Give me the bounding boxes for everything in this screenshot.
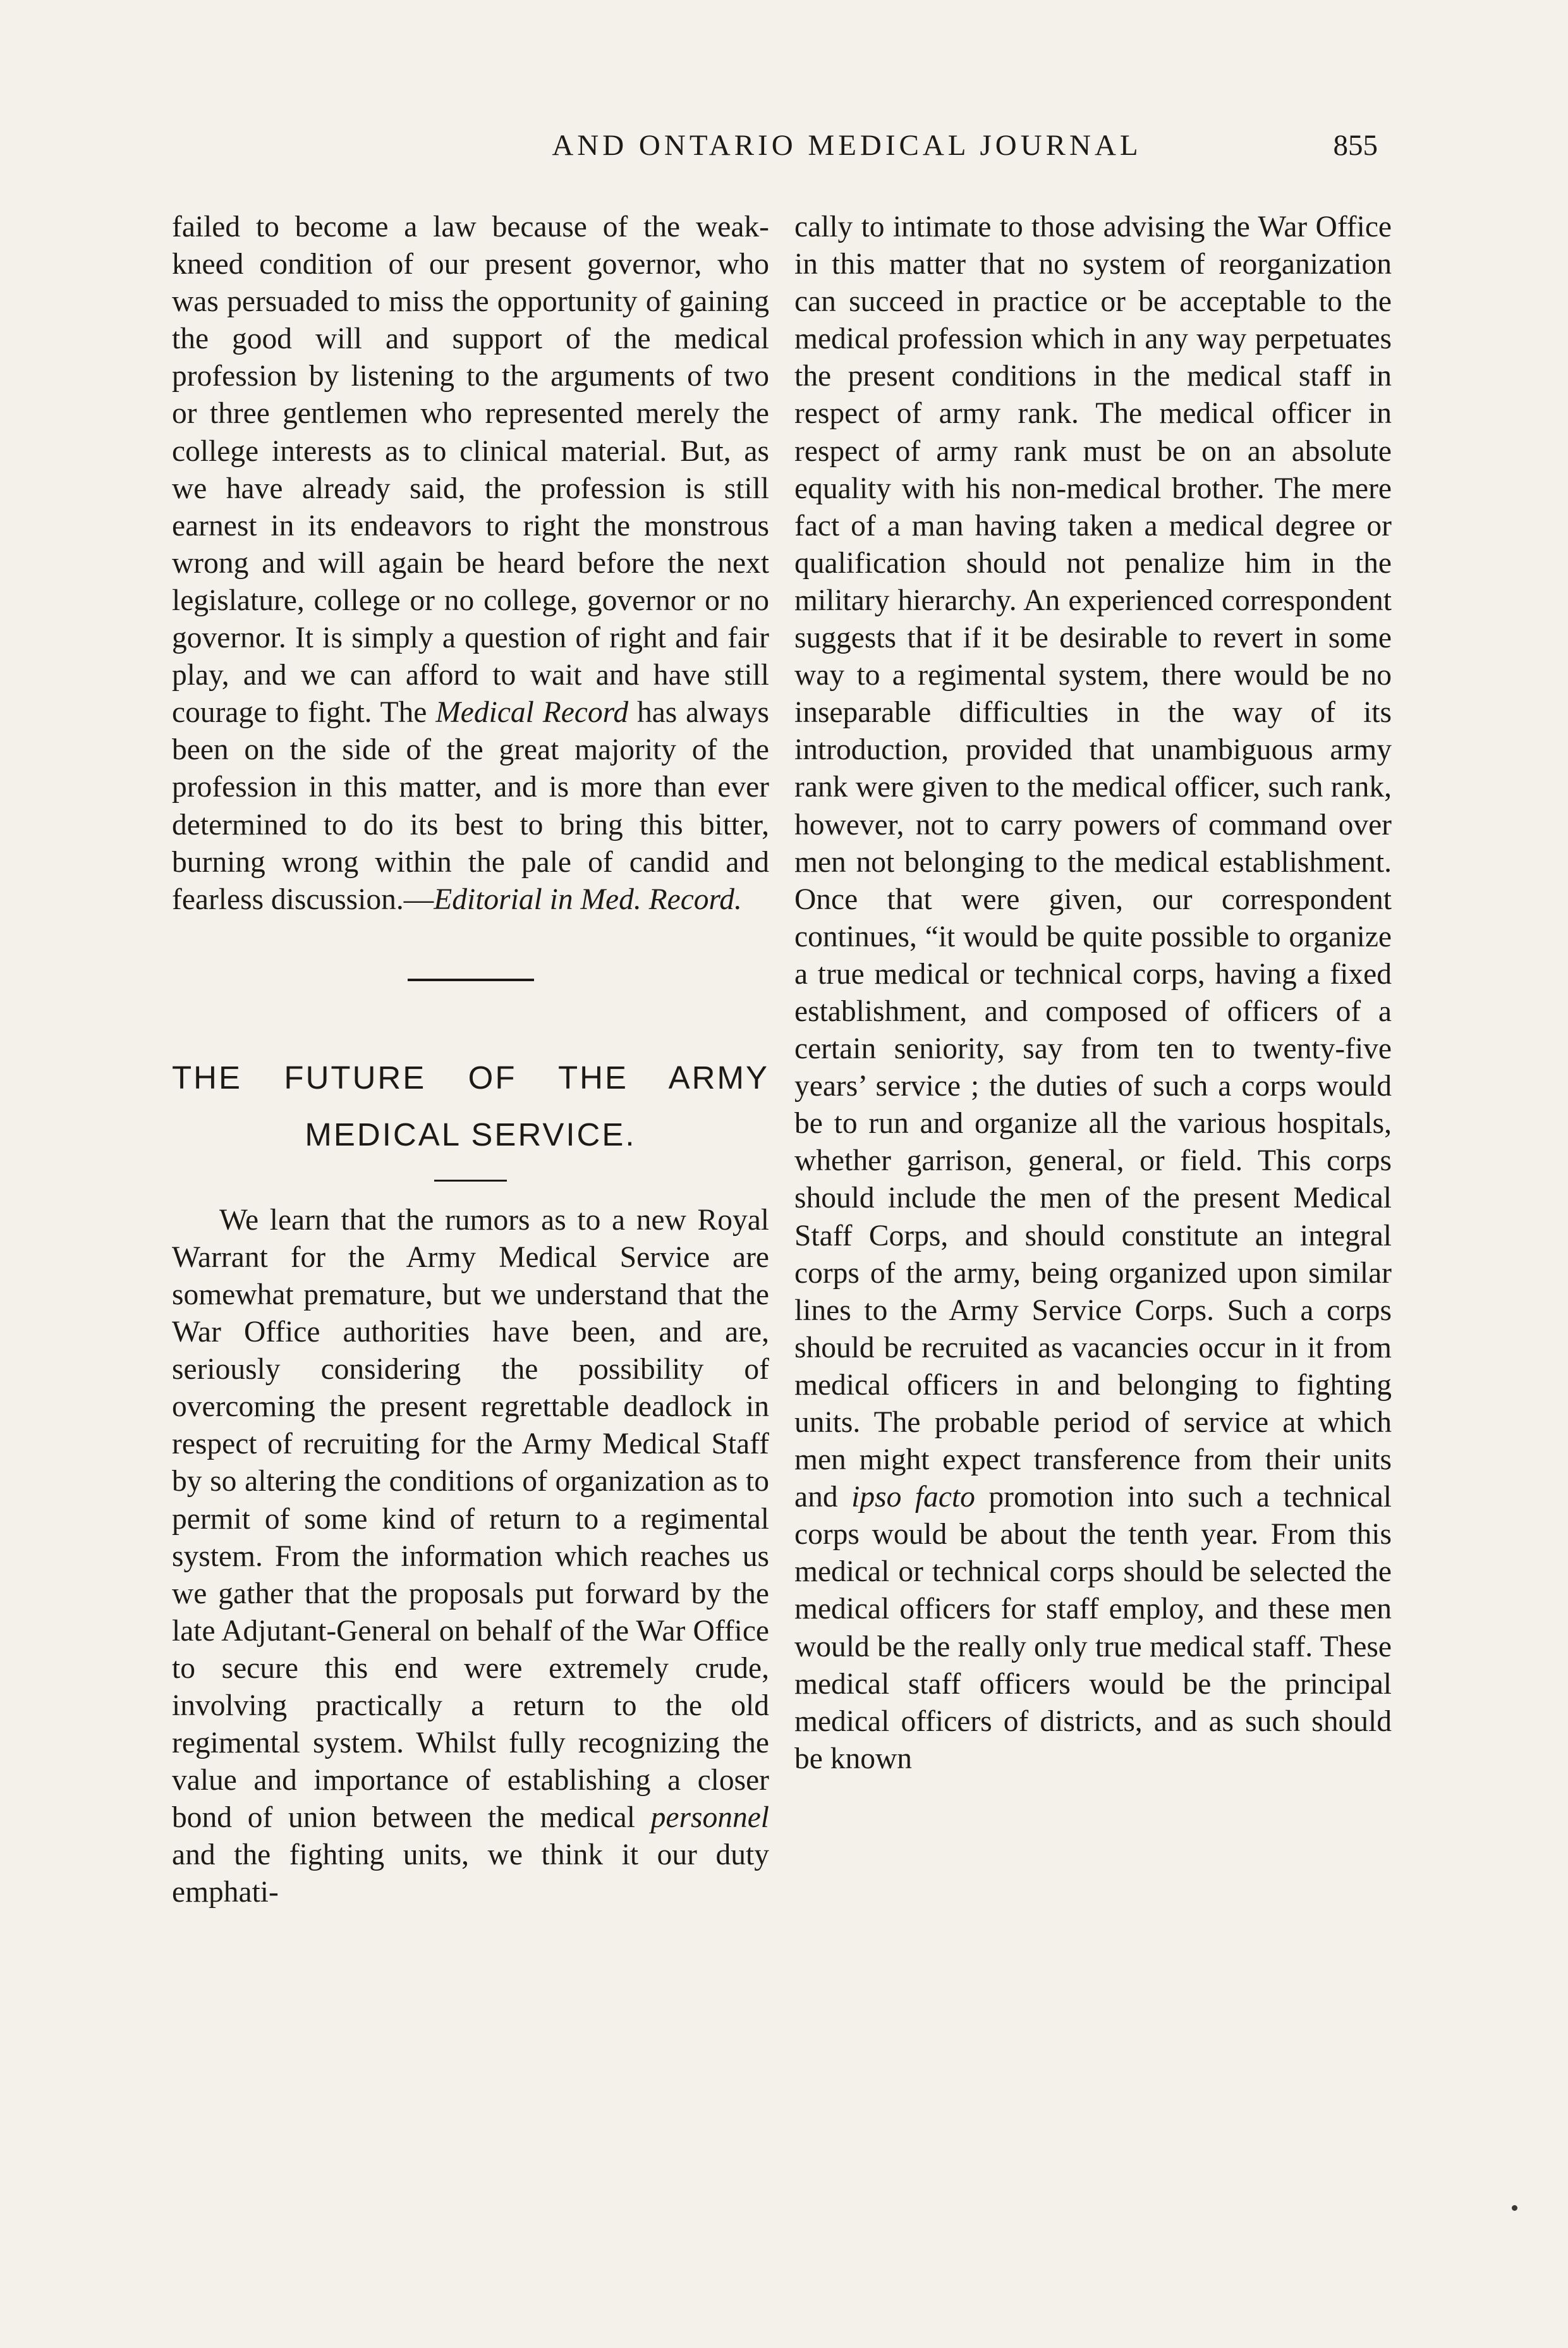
- italic-ipso-facto: ipso facto: [851, 1481, 975, 1514]
- article-text-end: and the fighting units, we think it our duty emphati-: [172, 1838, 769, 1909]
- editorial-attribution: Editorial in Med. Record.: [434, 883, 742, 916]
- ink-speck: [1512, 2205, 1517, 2211]
- page-number: 855: [1333, 129, 1378, 162]
- right-column: [794, 209, 1392, 1778]
- running-title: AND ONTARIO MEDICAL JOURNAL: [552, 129, 1142, 162]
- editorial-text-end: has always been on the side of the great majority of the profession in this matter, and is more than ever determined to do its best to bring this bitter, burning wrong within the pale of candid and fearless discussion.—: [172, 696, 769, 916]
- editorial-paragraph: [172, 209, 769, 919]
- editorial-journal-name: Medical Record: [435, 696, 629, 730]
- article-title-line-2: MEDICAL SERVICE.: [305, 1116, 636, 1153]
- section-divider: [408, 979, 534, 981]
- article-title-line-1: THE FUTURE OF THE ARMY: [172, 1059, 769, 1096]
- continuation-text-end: promotion into such a technical corps would be about the tenth year. From this medical or technical corps should be selected the medical officers for staff employ, and these men would be the really only true medical staff. These medical staff officers would be the principal medical officers of districts, and as such should be known: [794, 1481, 1392, 1775]
- title-underline: [434, 1180, 507, 1182]
- article-paragraph: [172, 1202, 769, 1912]
- continuation-text: cally to intimate to those advising the War Office in this matter that no system of reorganization can succeed in practice or be acceptable to the medical profession which in any way perpetuates the present conditions in the medical staff in respect of army rank. The medical officer in respect of army rank must be on an absolute equality with his non-medical brother. The mere fact of a man having taken a medical degree or qualification should not penalize him in the military hierarchy. An experienced correspondent suggests that if it be desirable to revert in some way to a regimental system, there would be no inseparable difficulties in the way of its introduction, provided that unambiguous army rank were given to the medical officer, such rank, however, not to carry powers of command over men not belonging to the medical establishment. Once that were given, our correspondent continues, “it would be quite possible to organize a true medical or technical corps, having a fixed establishment, and composed of officers of a certain seniority, say from ten to twenty-five years’ service ; the duties of such a corps would be to run and organize all the various hospitals, whether garrison, general, or field. This corps should include the men of the present Medical Staff Corps, and should constitute an integral corps of the army, being organized upon similar lines to the Army Service Corps. Such a corps should be recruited as vacancies occur in it from medical officers in and belonging to fighting units. The probable period of service at which men might expect transference from their units and: [794, 211, 1392, 1514]
- article-text: We learn that the rumors as to a new Royal Warrant for the Army Medical Service are somewhat premature, but we understand that the War Office authorities have been, and are, seriously considering the possibility of overcoming the present regrettable deadlock in respect of recruiting for the Army Medical Staff by so altering the conditions of organization as to permit of some kind of return to a regimental system. From the information which reaches us we gather that the proposals put forward by the late Adjutant-General on behalf of the War Office to secure this end were extremely crude, involving practically a return to the old regimental system. Whilst fully recognizing the value and importance of establishing a closer bond of union between the medical: [172, 1203, 769, 1835]
- article-continuation: [794, 209, 1392, 1778]
- left-column: [172, 209, 769, 1912]
- article-title: [172, 1049, 769, 1163]
- article-italic-personnel: personnel: [650, 1801, 769, 1835]
- editorial-text: failed to become a law because of the weak-kneed condition of our present governor, who was persuaded to miss the opportunity of gaining the good will and support of the medical profession by listening to the arguments of two or three gentlemen who represented merely the college interests as to clinical material. But, as we have already said, the profession is still earnest in its endeavors to right the monstrous wrong and will again be heard before the next legislature, college or no college, governor or no governor. It is simply a question of right and fair play, and we can afford to wait and have still courage to fight. The: [172, 211, 769, 730]
